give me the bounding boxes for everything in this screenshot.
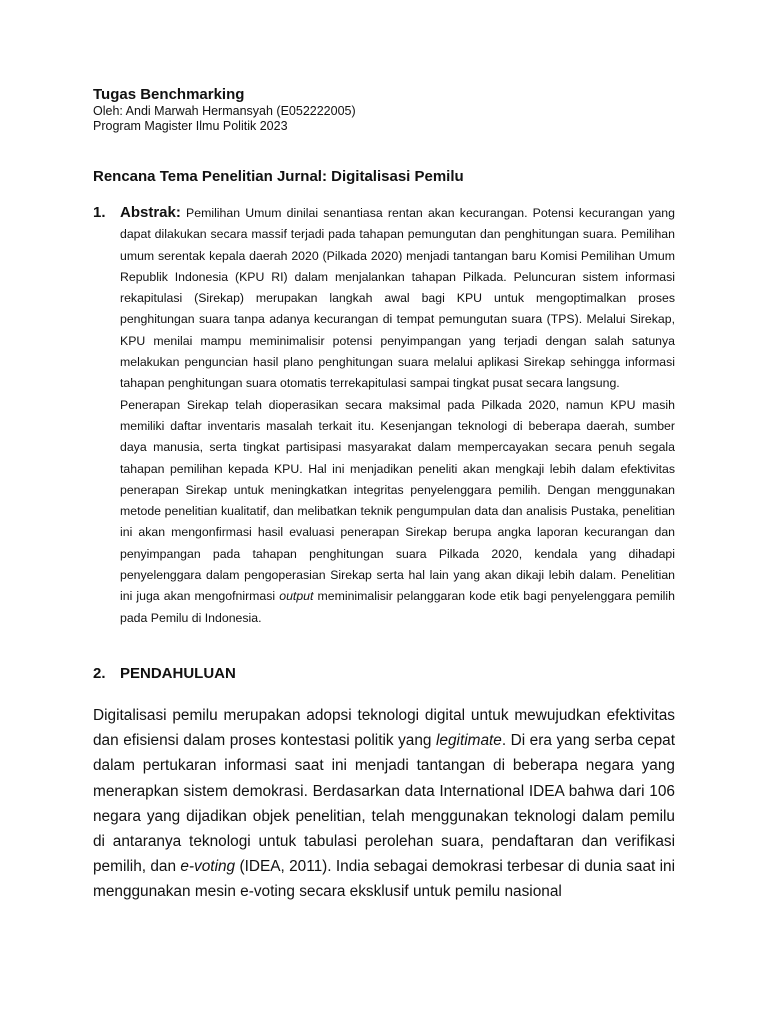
intro-italic-2: e-voting bbox=[180, 858, 236, 876]
author-line: Oleh: Andi Marwah Hermansyah (E052222005) bbox=[93, 104, 356, 118]
research-theme-title: Rencana Tema Penelitian Jurnal: Digitalisasi Pemilu bbox=[93, 168, 464, 185]
intro-italic-1: legitimate bbox=[435, 732, 502, 750]
introduction-number: 2. bbox=[93, 664, 106, 682]
document-title: Tugas Benchmarking bbox=[93, 86, 245, 103]
abstract-label: Abstrak: bbox=[120, 204, 181, 221]
abstract-paragraph-1 bbox=[120, 202, 675, 395]
abstract-body bbox=[120, 202, 675, 629]
abstract-number: 1. bbox=[93, 204, 106, 221]
abstract-p2-italic: output bbox=[279, 589, 314, 604]
abstract-p2-text-a: Penerapan Sirekap telah dioperasikan secara maksimal pada Pilkada 2020, namun KPU masih memiliki daftar inventaris masalah terkait itu. Kesenjangan teknologi di beberapa daerah, sumber daya manusia, serta tingkat partisipasi masyarakat dalam mempercayakan secara penuh segala tahapan pemilihan kepada KPU. Hal ini menjadikan peneliti akan mengkaji lebih dalam efektivitas penerapan Sirekap untuk meningkatkan integritas penyelenggara pemilih. Dengan menggunakan metode penelitian kualitatif, dan melibatkan teknik pengumpulan data dan analisis Pustaka, penelitian ini akan mengonfirmasi hasil evaluasi penerapan Sirekap berupa angka laporan kecurangan dan penyimpangan pada tahapan penghitungan suara Pilkada 2020, kendala yang dihadapi penyelenggara dalam pengoperasian Sirekap serta hal lain yang akan dikaji lebih dalam. Penelitian ini juga akan mengofnirmasi bbox=[120, 397, 675, 604]
introduction-paragraph bbox=[93, 703, 675, 905]
abstract-p2-text-b: meminimalisir pelanggaran kode etik bagi penyelenggara pemilih pada Pemilu di Indonesia. bbox=[120, 589, 675, 625]
abstract-paragraph-2 bbox=[120, 395, 675, 629]
abstract-section bbox=[93, 204, 675, 629]
intro-text-3: (IDEA, 2011). India sebagai demokrasi terbesar di dunia saat ini menggunakan mesin e-voting secara eksklusif untuk pemilu nasional bbox=[93, 858, 675, 901]
program-line: Program Magister Ilmu Politik 2023 bbox=[93, 119, 288, 133]
intro-text-2: . Di era yang serba cepat dalam pertukaran informasi saat ini menjadi tantangan di beberapa negara yang menerapkan sistem demokrasi. Berdasarkan data International IDEA bahwa dari 106 negara yang dijadikan objek penelitian, telah menggunakan teknologi dalam pemilu di antaranya teknologi untuk tabulasi perolehan suara, pendaftaran dan verifikasi pemilih, dan bbox=[93, 732, 675, 876]
abstract-p1-text: Pemilihan Umum dinilai senantiasa rentan akan kecurangan. Potensi kecurangan yang dapat dilakukan secara massif terjadi pada tahapan pemungutan dan penghitungan suara. Pemilihan umum serentak kepala daerah 2020 (Pilkada 2020) menjadi tantangan baru Komisi Pemilihan Umum Republik Indonesia (KPU RI) dalam menjalankan tahapan Pilkada. Peluncuran sistem informasi rekapitulasi (Sirekap) merupakan langkah awal bagi KPU untuk mengoptimalkan proses penghitungan suara tanpa adanya kecurangan di tempat pemungutan suara (TPS). Melalui Sirekap, KPU menilai mampu meminimalisir potensi penyimpangan yang terjadi dengan salah satunya melakukan penguncian hasil plano penghitungan suara melalui aplikasi Sirekap sehingga informasi tahapan penghitungan suara otomatis terrekapitulasi sampai tingkat pusat secara langsung. bbox=[120, 206, 675, 391]
intro-text-1: Digitalisasi pemilu merupakan adopsi teknologi digital untuk mewujudkan efektivitas dan efisiensi dalam proses kontestasi politik yang bbox=[93, 706, 675, 750]
introduction-heading bbox=[93, 665, 675, 683]
introduction-heading-text: PENDAHULUAN bbox=[120, 664, 236, 682]
